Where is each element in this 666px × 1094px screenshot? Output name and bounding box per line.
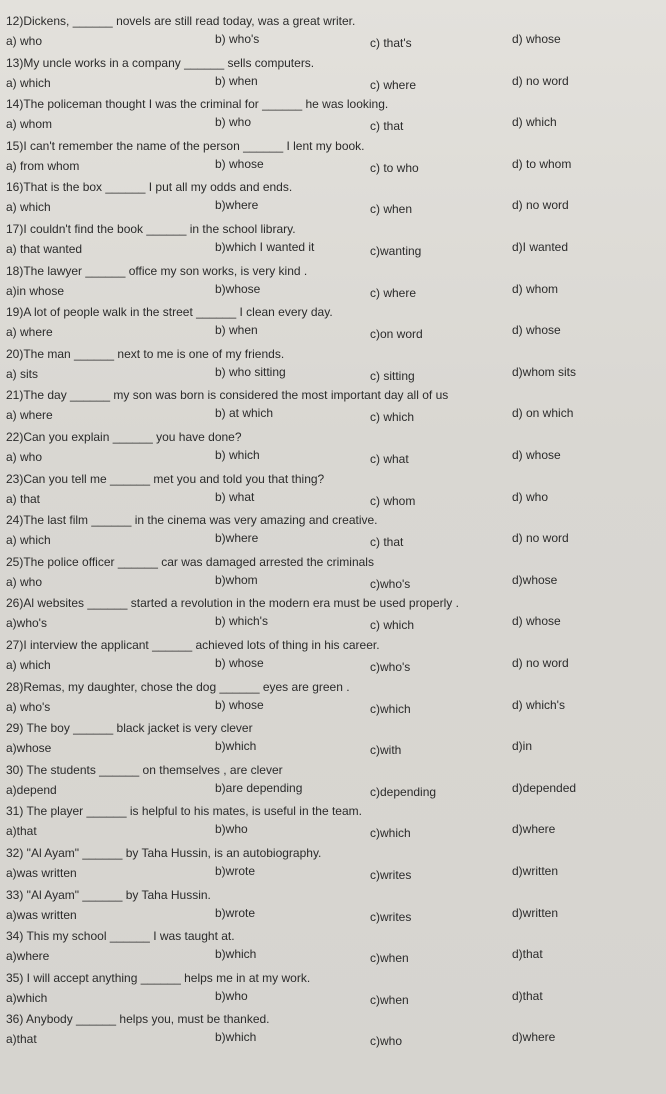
- question-stem: 28)Remas, my daughter, chose the dog ______ eyes are green .: [6, 679, 350, 694]
- question-item: [0, 638, 666, 679]
- question-stem: 30) The students ______ on themselves , are clever: [6, 762, 283, 777]
- question-item: [0, 264, 666, 305]
- question-stem: 35) I will accept anything ______ helps me in at my work.: [6, 970, 311, 985]
- option-d: d)written: [512, 905, 559, 920]
- option-b: b)are depending: [215, 780, 303, 795]
- option-d: d)that: [512, 988, 543, 1003]
- question-item: [0, 56, 666, 97]
- question-item: [0, 430, 666, 471]
- option-b: b) who's: [215, 32, 260, 46]
- question-stem: 34) This my school ______ I was taught at.: [6, 929, 235, 944]
- question-item: [0, 347, 666, 388]
- question-stem: 13)My uncle works in a company ______ sells computers.: [6, 55, 315, 70]
- option-d: d) whose: [512, 323, 561, 338]
- question-stem: 27)I interview the applicant ______ achieved lots of thing in his career.: [6, 638, 380, 652]
- option-b: b)who: [215, 822, 248, 837]
- option-b: b)whom: [215, 572, 258, 587]
- option-b: b)whose: [215, 281, 261, 296]
- question-stem: 36) Anybody ______ helps you, must be thanked.: [6, 1012, 270, 1027]
- option-b: b) at which: [215, 406, 274, 421]
- question-stem: 18)The lawyer ______ office my son works, is very kind .: [6, 263, 308, 278]
- option-b: b) who sitting: [215, 364, 286, 379]
- question-item: [0, 97, 666, 138]
- option-a: a) which: [6, 533, 51, 548]
- option-a: a) which: [6, 75, 51, 90]
- option-b: b) whose: [215, 156, 264, 171]
- option-d: d)where: [512, 822, 556, 837]
- option-a: a) where: [6, 325, 53, 340]
- option-b: b)which: [215, 739, 257, 754]
- option-b: b)where: [215, 198, 259, 213]
- option-a: a) from whom: [6, 158, 80, 173]
- option-b: b) which: [215, 448, 260, 462]
- question-item: [0, 929, 666, 970]
- question-stem: 14)The policeman thought I was the criminal for ______ he was looking.: [6, 97, 389, 112]
- question-stem: 12)Dickens, ______ novels are still read today, was a great writer.: [6, 14, 356, 28]
- option-a: a)was written: [6, 866, 77, 880]
- option-d: d) which: [512, 115, 557, 130]
- question-item: [0, 305, 666, 346]
- question-item: [0, 180, 666, 221]
- question-stem: 32) "Al Ayam" ______ by Taha Hussin, is an autobiography.: [6, 846, 322, 860]
- question-item: [0, 971, 666, 1012]
- option-a: a)depend: [6, 782, 57, 797]
- option-d: d) whose: [512, 614, 561, 629]
- question-item: [0, 139, 666, 180]
- option-a: a)where: [6, 949, 50, 964]
- question-item: [0, 222, 666, 263]
- question-stem: 26)Al websites ______ started a revolution in the modern era must be used properly .: [6, 596, 459, 611]
- option-b: b) who: [215, 115, 252, 130]
- option-d: d) on which: [512, 406, 574, 421]
- option-c: c)writes: [370, 909, 412, 924]
- option-d: d)where: [512, 1030, 556, 1045]
- question-item: [0, 1012, 666, 1053]
- option-c: c) whom: [370, 493, 416, 508]
- question-stem: 16)That is the box ______ I put all my odds and ends.: [6, 180, 293, 195]
- option-d: d) who: [512, 489, 549, 504]
- option-d: d)in: [512, 739, 533, 754]
- option-c: c) that: [370, 119, 404, 134]
- option-a: a)that: [6, 824, 37, 839]
- option-d: d)whom sits: [512, 364, 577, 379]
- option-b: b)which: [215, 947, 257, 962]
- question-item: [0, 680, 666, 721]
- option-c: c)with: [370, 743, 402, 758]
- option-b: b)where: [215, 531, 259, 546]
- option-c: c)wanting: [370, 244, 422, 258]
- option-a: a)which: [6, 990, 48, 1005]
- question-stem: 17)I couldn't find the book ______ in the school library.: [6, 222, 296, 236]
- option-c: c) which: [370, 410, 415, 425]
- option-c: c)which: [370, 701, 411, 716]
- option-c: c)who's: [370, 576, 411, 591]
- option-b: b)who: [215, 988, 248, 1003]
- option-a: a) who: [6, 34, 43, 48]
- question-item: [0, 763, 666, 804]
- option-c: c) what: [370, 452, 409, 466]
- option-c: c) sitting: [370, 368, 415, 383]
- option-c: c)who: [370, 1034, 403, 1049]
- option-a: a)who's: [6, 616, 47, 631]
- option-a: a)in whose: [6, 283, 65, 298]
- question-item: [0, 555, 666, 596]
- option-d: d) to whom: [512, 156, 572, 171]
- option-d: d) no word: [512, 73, 569, 88]
- question-stem: 20)The man ______ next to me is one of my friends.: [6, 346, 285, 361]
- option-c: c) where: [370, 285, 417, 300]
- option-b: b) what: [215, 489, 255, 504]
- option-c: c) that's: [370, 36, 412, 50]
- option-a: a) that: [6, 491, 41, 506]
- option-c: c)on word: [370, 327, 423, 342]
- option-c: c) which: [370, 618, 415, 633]
- question-stem: 33) "Al Ayam" ______ by Taha Hussin.: [6, 887, 211, 902]
- option-d: d)I wanted: [512, 240, 569, 254]
- option-b: b)which: [215, 1030, 257, 1045]
- option-b: b)wrote: [215, 905, 256, 920]
- option-a: a) that wanted: [6, 242, 83, 256]
- option-a: a)whose: [6, 741, 52, 756]
- option-c: c) where: [370, 77, 417, 92]
- question-stem: 31) The player ______ is helpful to his mates, is useful in the team.: [6, 804, 362, 819]
- question-item: [0, 14, 666, 55]
- option-c: c)when: [370, 951, 409, 966]
- option-b: b) whose: [215, 697, 264, 712]
- question-stem: 15)I can't remember the name of the person ______ I lent my book.: [6, 138, 365, 153]
- option-b: b) which's: [215, 614, 268, 629]
- option-d: d) no word: [512, 531, 569, 546]
- question-item: [0, 596, 666, 637]
- question-item: [0, 846, 666, 887]
- question-stem: 24)The last film ______ in the cinema was very amazing and creative.: [6, 513, 378, 528]
- option-a: a) whom: [6, 117, 53, 132]
- question-item: [0, 388, 666, 429]
- option-c: c)when: [370, 992, 409, 1007]
- option-d: d) which's: [512, 697, 565, 712]
- option-d: d)depended: [512, 780, 577, 795]
- option-a: a) sits: [6, 366, 39, 381]
- option-a: a)was written: [6, 907, 77, 922]
- option-d: d)that: [512, 947, 543, 962]
- question-stem: 19)A lot of people walk in the street ______ I clean every day.: [6, 305, 333, 320]
- option-c: c)writes: [370, 868, 412, 882]
- question-stem: 22)Can you explain ______ you have done?: [6, 430, 242, 444]
- option-d: d) whose: [512, 448, 561, 462]
- option-a: a) who's: [6, 699, 51, 714]
- question-item: [0, 721, 666, 762]
- option-a: a)that: [6, 1032, 37, 1047]
- option-d: d) no word: [512, 656, 569, 670]
- question-item: [0, 804, 666, 845]
- question-stem: 25)The police officer ______ car was damaged arrested the criminals: [6, 554, 374, 569]
- option-b: b) whose: [215, 656, 264, 670]
- option-d: d) whom: [512, 281, 559, 296]
- option-d: d)written: [512, 864, 559, 878]
- option-a: a) where: [6, 408, 53, 423]
- option-c: c)who's: [370, 660, 411, 674]
- option-b: b)wrote: [215, 864, 256, 878]
- option-d: d) whose: [512, 32, 561, 46]
- question-item: [0, 888, 666, 929]
- question-item: [0, 472, 666, 513]
- option-b: b)which I wanted it: [215, 240, 315, 254]
- option-a: a) which: [6, 200, 51, 215]
- option-c: c) to who: [370, 160, 419, 175]
- option-c: c)which: [370, 826, 411, 841]
- option-c: c)depending: [370, 784, 437, 799]
- option-a: a) which: [6, 658, 51, 672]
- option-d: d) no word: [512, 198, 569, 213]
- question-item: [0, 513, 666, 554]
- question-stem: 23)Can you tell me ______ met you and told you that thing?: [6, 471, 325, 486]
- option-b: b) when: [215, 73, 258, 88]
- option-b: b) when: [215, 323, 258, 338]
- option-d: d)whose: [512, 572, 558, 587]
- question-stem: 29) The boy ______ black jacket is very clever: [6, 721, 253, 736]
- question-stem: 21)The day ______ my son was born is considered the most important day all of us: [6, 388, 449, 403]
- option-c: c) that: [370, 535, 404, 550]
- option-c: c) when: [370, 202, 413, 217]
- option-a: a) who: [6, 574, 43, 589]
- option-a: a) who: [6, 450, 43, 464]
